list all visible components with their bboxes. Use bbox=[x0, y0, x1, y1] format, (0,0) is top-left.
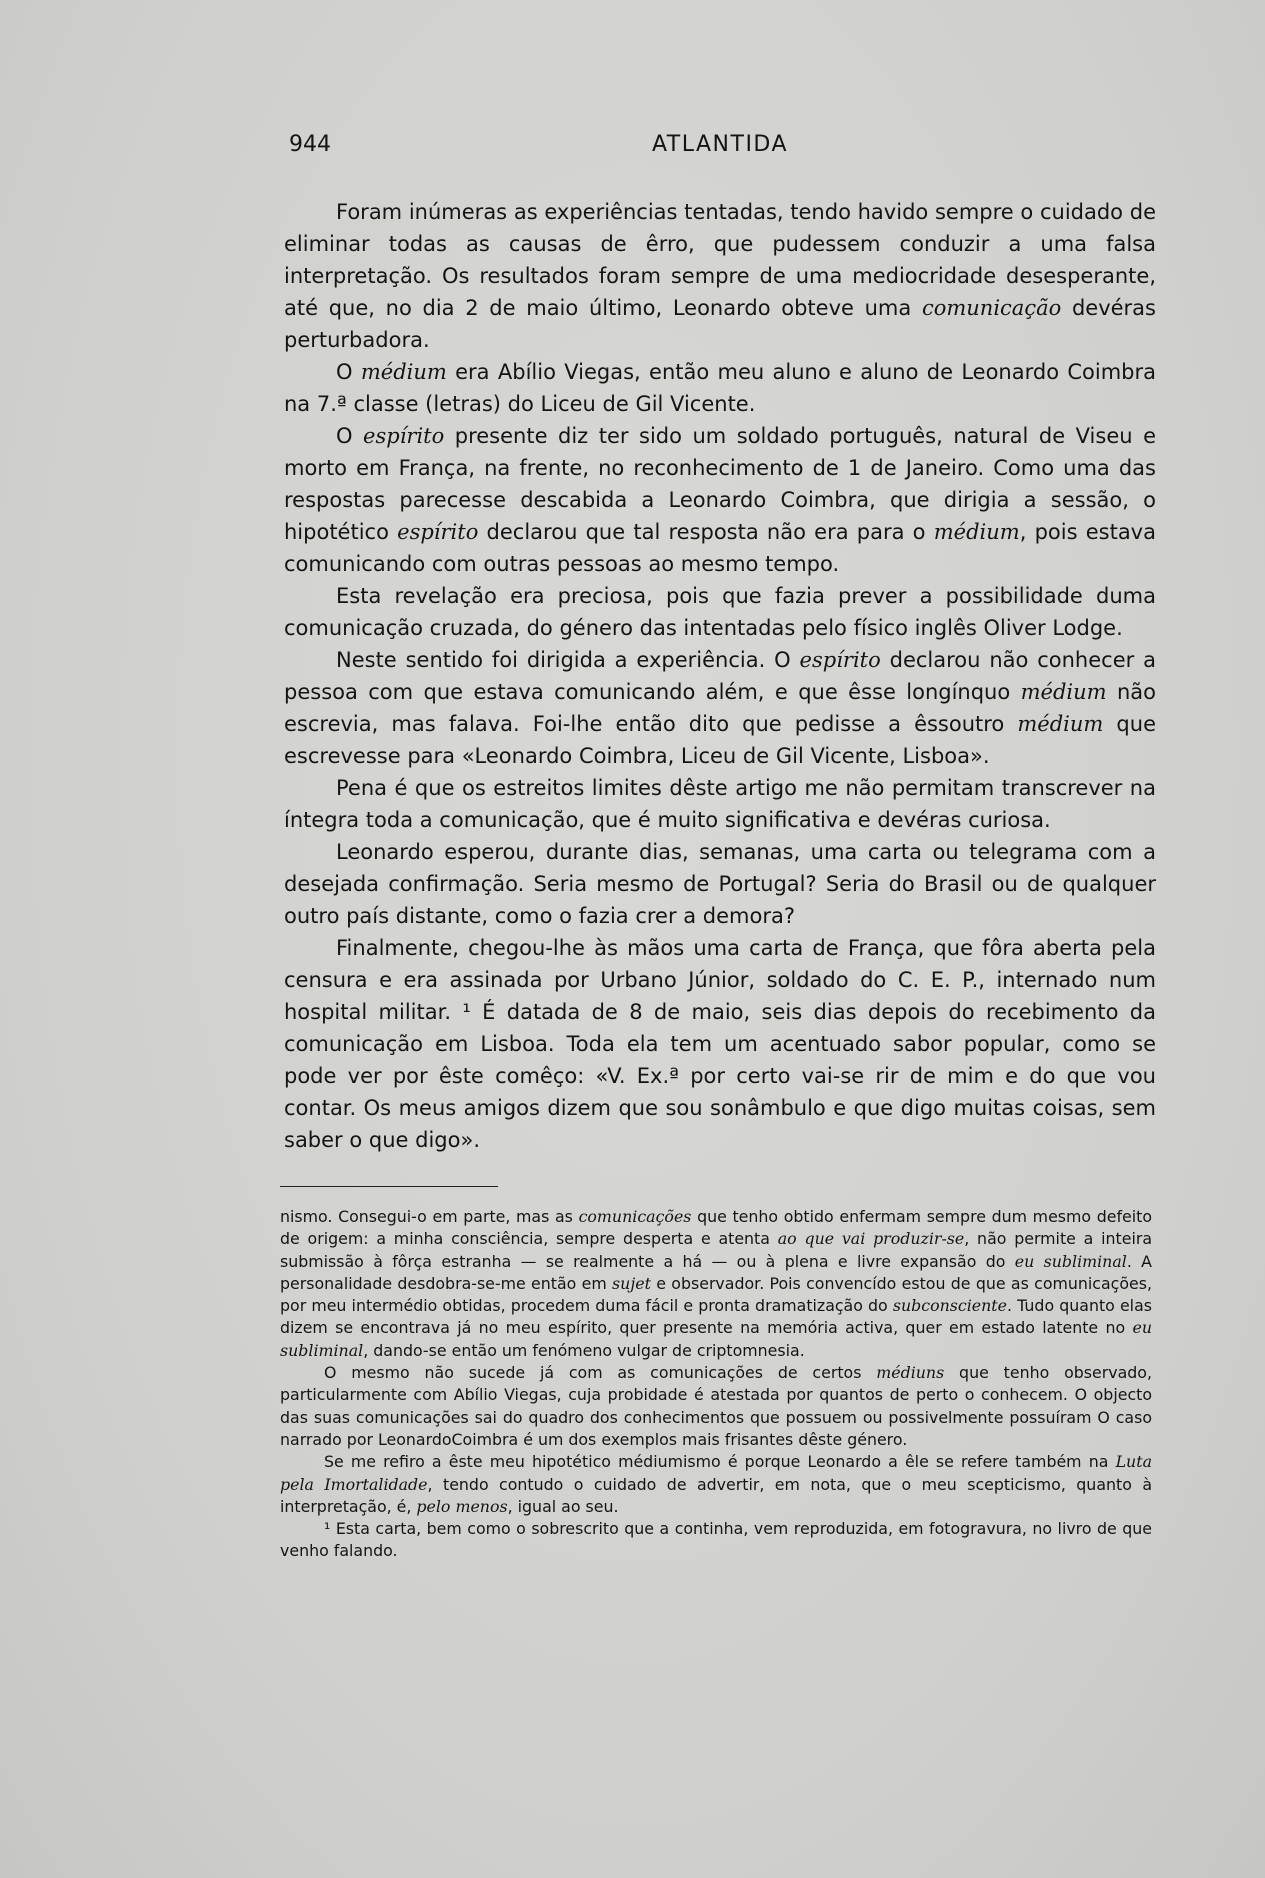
footnote-separator bbox=[280, 1186, 498, 1187]
paragraph bbox=[284, 932, 1156, 1156]
text-run: era Abílio Viegas, então meu aluno e aluno de Leonardo Coimbra na 7.ª classe (letras) do Liceu de Gil Vicente. bbox=[284, 360, 1156, 416]
paragraph bbox=[284, 644, 1156, 772]
text-run: que tenho obtido enfermam sempre dum mesmo defeito de origem: a minha consciência, sempre desperta e atenta bbox=[280, 1207, 1152, 1249]
footnote-paragraph bbox=[280, 1518, 1152, 1563]
text-run: , não permite a inteira submissão à fôrça estranha — se realmente a há — ou à plena e livre expansão do bbox=[280, 1229, 1153, 1271]
paragraph bbox=[284, 836, 1156, 932]
page-header bbox=[289, 132, 1151, 164]
italic-term: sujet bbox=[612, 1273, 651, 1293]
text-run: que escrevesse para «Leonardo Coimbra, Liceu de Gil Vicente, Lisboa». bbox=[284, 712, 1156, 768]
italic-term: médium bbox=[1017, 712, 1104, 736]
text-run: devéras perturbadora. bbox=[284, 296, 1156, 352]
text-run: , igual ao seu. bbox=[507, 1496, 619, 1516]
text-run: , dando-se então um fenómeno vulgar de criptomnesia. bbox=[363, 1340, 805, 1360]
body-text bbox=[284, 196, 1156, 1156]
text-run: não escrevia, mas falava. Foi-lhe então dito que pedisse a êssoutro bbox=[284, 680, 1157, 736]
paragraph bbox=[284, 772, 1156, 836]
italic-term: médiuns bbox=[876, 1363, 945, 1383]
italic-term: Luta pela Imortalidade bbox=[280, 1452, 1152, 1494]
text-run: Leonardo esperou, durante dias, semanas, uma carta ou telegrama com a desejada confirmação. Seria mesmo de Portugal? Seria do Brasil ou de qualquer outro país distante, como o fazia crer a demora? bbox=[284, 840, 1156, 928]
text-run: Foram inúmeras as experiências tentadas, tendo havido sempre o cuidado de eliminar todas as causas de êrro, que pudessem conduzir a uma falsa interpretação. Os resultados foram sempre de uma mediocridade desesperante, até que, no dia 2 de maio último, Leonardo obteve uma bbox=[284, 200, 1156, 320]
italic-term: eu subliminal bbox=[1014, 1251, 1127, 1271]
footnote-paragraph bbox=[280, 1362, 1152, 1451]
text-run: O mesmo não sucede já com as comunicações de certos bbox=[324, 1363, 877, 1383]
text-run: Pena é que os estreitos limites dêste artigo me não permitam transcrever na íntegra toda a comunicação, que é muito significativa e devéras curiosa. bbox=[284, 776, 1156, 832]
text-run: Neste sentido foi dirigida a experiência. O bbox=[336, 648, 800, 672]
paragraph bbox=[284, 420, 1156, 580]
italic-term: médium bbox=[360, 360, 447, 384]
italic-term: ao que vai produzir-se bbox=[777, 1229, 965, 1249]
text-run: que tenho observado, particularmente com Abílio Viegas, cuja probidade é atestada por quantos de perto o conhecem. O objecto das suas comunicações sai do quadro dos conhecimentos que possuem ou possivelmente possuíram O caso narrado por LeonardoCoimbra é um dos exemplos mais frisantes dêste género. bbox=[280, 1363, 1152, 1449]
italic-term: espírito bbox=[799, 648, 881, 672]
text-run: ¹ Esta carta, bem como o sobrescrito que a continha, vem reproduzida, em fotogravura, no livro de que venho falando. bbox=[280, 1519, 1152, 1561]
text-run: nismo. Consegui-o em parte, mas as bbox=[280, 1207, 579, 1226]
italic-term: eu subliminal bbox=[280, 1318, 1152, 1360]
paragraph bbox=[284, 196, 1156, 356]
text-run: , tendo contudo o cuidado de advertir, em nota, que o meu scepticismo, quanto à interpretação, é, bbox=[280, 1474, 1152, 1516]
text-run: O bbox=[336, 424, 364, 448]
paragraph bbox=[284, 580, 1156, 644]
footnote-paragraph bbox=[280, 1451, 1152, 1518]
text-run: Se me refiro a êste meu hipotético médiumismo é porque Leonardo a êle se refere também na bbox=[324, 1452, 1116, 1472]
italic-term: espírito bbox=[397, 520, 479, 544]
text-run: , pois estava comunicando com outras pessoas ao mesmo tempo. bbox=[284, 520, 1156, 576]
paragraph bbox=[284, 356, 1156, 420]
text-run: . A personalidade desdobra-se-me então em bbox=[280, 1251, 1152, 1293]
text-run: declarou que tal resposta não era para o bbox=[478, 520, 934, 544]
italic-term: espírito bbox=[363, 424, 445, 448]
footnotes bbox=[280, 1206, 1152, 1563]
page-number: 944 bbox=[289, 132, 331, 157]
italic-term: comunicações bbox=[578, 1207, 692, 1226]
text-run: O bbox=[336, 360, 361, 384]
text-run: presente diz ter sido um soldado português, natural de Viseu e morto em França, na frente, no reconhecimento de 1 de Janeiro. Como uma das respostas parecesse descabida a Leonardo Coimbra, que dirigia a sessão, o hipotético bbox=[284, 424, 1156, 544]
running-title: ATLANTIDA bbox=[651, 132, 789, 157]
footnote-paragraph bbox=[280, 1206, 1152, 1362]
italic-term: comunicação bbox=[921, 296, 1062, 320]
italic-term: médium bbox=[933, 520, 1020, 544]
text-run: e observador. Pois convencído estou de que as comunicações, por meu intermédio obtidas, procedem duma fácil e pronta dramatização do bbox=[280, 1273, 1152, 1316]
text-run: Esta revelação era preciosa, pois que fazia prever a possibilidade duma comunicação cruzada, do género das intentadas pelo físico inglês Oliver Lodge. bbox=[284, 584, 1156, 640]
italic-term: médium bbox=[1020, 680, 1107, 704]
text-run: Finalmente, chegou-lhe às mãos uma carta de França, que fôra aberta pela censura e era assinada por Urbano Júnior, soldado do C. E. P., internado num hospital militar. ¹ É datada de 8 de maio, seis dias depois do recebimento da comunicação em Lisboa. Toda ela tem um acentuado sabor popular, como se pode ver por êste comêço: «V. Ex.ª por certo vai-se rir de mim e do que vou contar. Os meus amigos dizem que sou sonâmbulo e que digo muitas coisas, sem saber o que digo». bbox=[284, 936, 1156, 1152]
text-run: . Tudo quanto elas dizem se encontrava já no meu espírito, quer presente na memória activa, quer em estado latente no bbox=[280, 1296, 1152, 1338]
text-run: declarou não conhecer a pessoa com que estava comunicando além, e que êsse longínquo bbox=[284, 648, 1156, 704]
italic-term: pelo menos bbox=[416, 1496, 508, 1516]
italic-term: subconsciente bbox=[892, 1296, 1008, 1316]
